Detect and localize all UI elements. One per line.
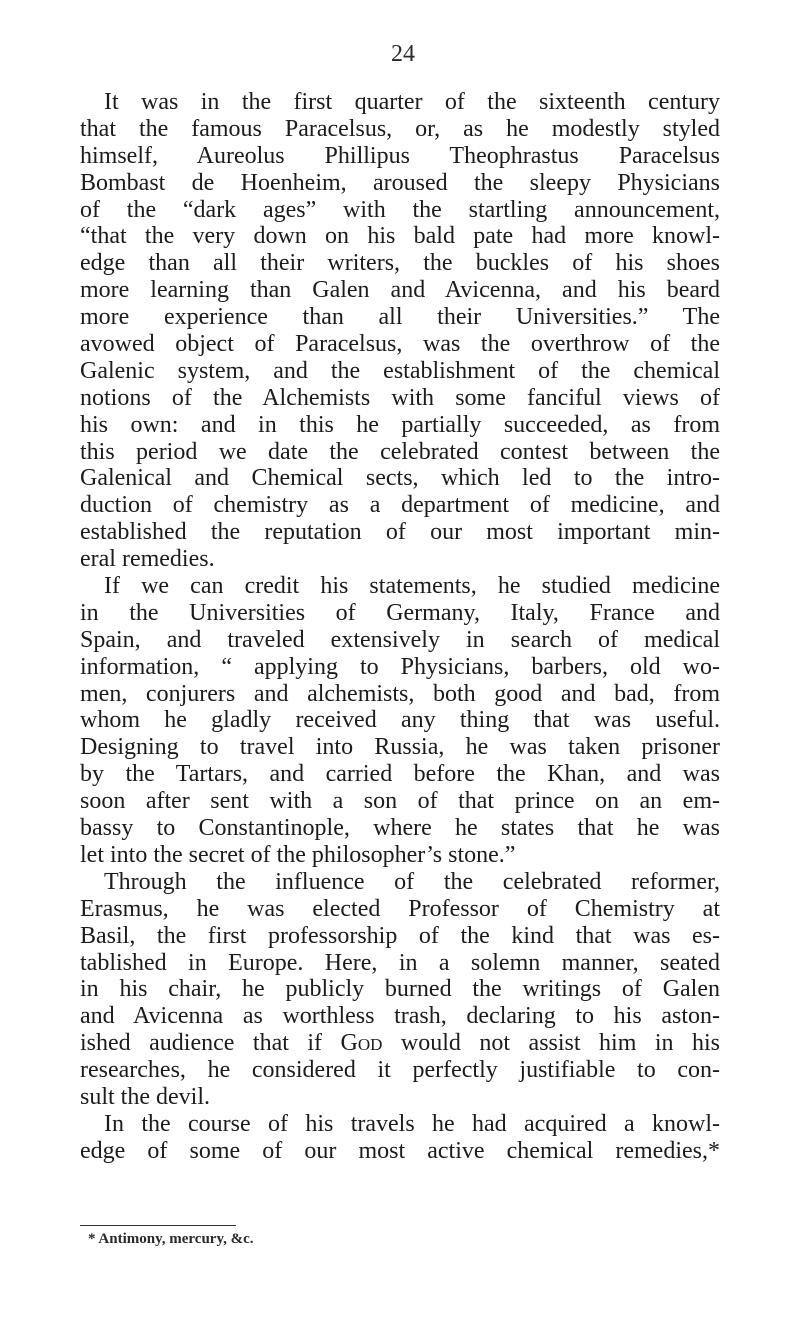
- text-line: that the famous Paracelsus, or, as he modestly styled: [80, 115, 720, 142]
- footnote-rule: [80, 1225, 236, 1226]
- text-line: “that the very down on his bald pate had more knowl-: [80, 223, 720, 250]
- text-line: Galenic system, and the establishment of the chemical: [80, 357, 720, 384]
- text-line: Designing to travel into Russia, he was taken prisoner: [80, 734, 720, 761]
- text-line: researches, he considered it perfectly justifiable to con-: [80, 1057, 720, 1084]
- paragraph-2: [80, 573, 720, 869]
- text-line: bassy to Constantinople, where he states that he was: [80, 815, 720, 842]
- text-line: duction of chemistry as a department of medicine, and: [80, 492, 720, 519]
- text-line: notions of the Alchemists with some fanciful views of: [80, 384, 720, 411]
- small-caps-word: God: [340, 1030, 383, 1057]
- text-line: Galenical and Chemical sects, which led to the intro-: [80, 465, 720, 492]
- text-line: information, “ applying to Physicians, barbers, old wo-: [80, 653, 720, 680]
- text-line: avowed object of Paracelsus, was the overthrow of the: [80, 331, 720, 358]
- text-line: whom he gladly received any thing that was useful.: [80, 707, 720, 734]
- text-line: edge than all their writers, the buckles of his shoes: [80, 250, 720, 277]
- paragraph-3: [80, 869, 720, 1111]
- text-line: soon after sent with a son of that prince on an em-: [80, 788, 720, 815]
- text-line: Erasmus, he was elected Professor of Chemistry at: [80, 895, 720, 922]
- paragraph-1: [80, 89, 720, 573]
- text-line: more learning than Galen and Avicenna, and his beard: [80, 277, 720, 304]
- paragraph-4: [80, 1111, 720, 1165]
- text-line: If we can credit his statements, he studied medicine: [104, 573, 720, 600]
- body-text: [80, 89, 720, 1165]
- footnote: * Antimony, mercury, &c.: [88, 1231, 254, 1247]
- text-line: and Avicenna as worthless trash, declaring to his aston-: [80, 1003, 720, 1030]
- text-line: men, conjurers and alchemists, both good and bad, from: [80, 680, 720, 707]
- text-line: tablished in Europe. Here, in a solemn manner, seated: [80, 949, 720, 976]
- text-line: eral remedies.: [80, 546, 215, 573]
- text-line: this period we date the celebrated contest between the: [80, 438, 720, 465]
- text-line: in the Universities of Germany, Italy, France and: [80, 599, 720, 626]
- text-line: In the course of his travels he had acquired a knowl-: [104, 1110, 720, 1137]
- text-line: Basil, the first professorship of the kind that was es-: [80, 922, 720, 949]
- text-line: Through the influence of the celebrated reformer,: [104, 868, 720, 895]
- text-line: established the reputation of our most important min-: [80, 519, 720, 546]
- text-line: more experience than all their Universities.” The: [80, 304, 720, 331]
- text-line: sult the devil.: [80, 1083, 210, 1110]
- text-line: It was in the first quarter of the sixteenth century: [104, 89, 720, 115]
- text-line: of the “dark ages” with the startling announcement,: [80, 196, 720, 223]
- text-line: in his chair, he publicly burned the writings of Galen: [80, 976, 720, 1003]
- text-line: edge of some of our most active chemical remedies,*: [80, 1137, 720, 1164]
- text-segment: would not assist him in his: [400, 1030, 721, 1057]
- text-line: [80, 1030, 720, 1057]
- text-line: by the Tartars, and carried before the Khan, and was: [80, 761, 720, 788]
- text-line: his own: and in this he partially succeeded, as from: [80, 411, 720, 438]
- text-line: himself, Aureolus Phillipus Theophrastus Paracelsus: [80, 142, 720, 169]
- page-number: 24: [391, 41, 415, 67]
- text-line: let into the secret of the philosopher’s stone.”: [80, 841, 516, 868]
- text-line: Bombast de Hoenheim, aroused the sleepy Physicians: [80, 169, 720, 196]
- text-line: Spain, and traveled extensively in search of medical: [80, 626, 720, 653]
- text-segment: ished audience that if: [80, 1030, 323, 1057]
